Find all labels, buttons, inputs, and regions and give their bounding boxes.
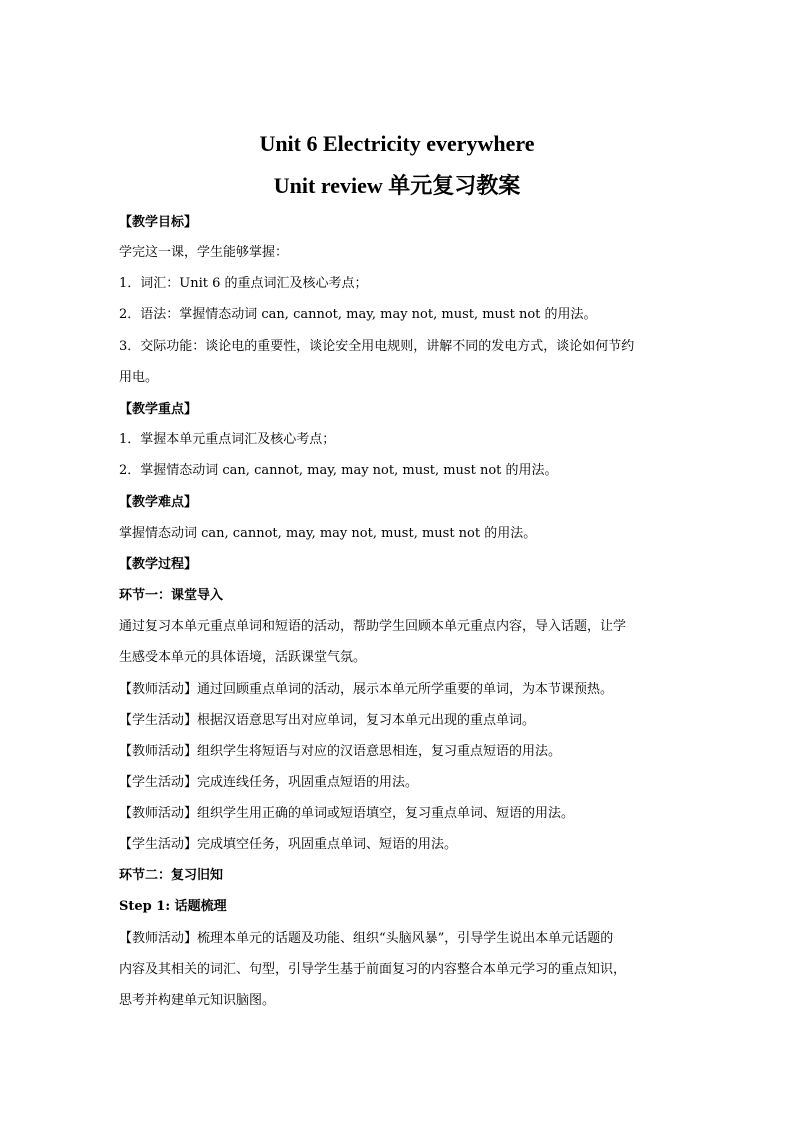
paragraph-line: 通过复习本单元重点单词和短语的活动，帮助学生回顾本单元重点内容，导入话题，让学: [119, 619, 627, 634]
activity-line: 【教师活动】梳理本单元的话题及功能、组织“头脑风暴”，引导学生说出本单元话题的: [119, 931, 614, 946]
section-heading-difficulties: 【教学难点】: [119, 495, 198, 510]
section-heading-key-points: 【教学重点】: [119, 402, 198, 417]
activity-line: 【教师活动】组织学生用正确的单词或短语填空，复习重点单词、短语的用法。: [119, 806, 575, 821]
list-item: 1．掌握本单元重点词汇及核心考点；: [119, 432, 336, 447]
activity-line: 【教师活动】通过回顾重点单词的活动，展示本单元所学重要的单词，为本节课预热。: [119, 682, 614, 697]
paragraph-line: 用电。: [119, 370, 159, 385]
activity-line: 【学生活动】完成填空任务，巩固重点单词、短语的用法。: [119, 837, 458, 852]
subsection-heading: 环节二：复习旧知: [119, 868, 224, 883]
section-heading-objectives: 【教学目标】: [119, 215, 198, 230]
list-item: 2．掌握情态动词 can, cannot, may, may not, must, must not 的用法。: [119, 463, 558, 478]
activity-line: 【学生活动】根据汉语意思写出对应单词，复习本单元出现的重点单词。: [119, 713, 536, 728]
list-item: 1．词汇：Unit 6 的重点词汇及核心考点；: [119, 276, 368, 291]
subsection-heading: 环节一：课堂导入: [119, 588, 224, 603]
step-heading: Step 1: 话题梳理: [119, 899, 227, 914]
activity-line: 【学生活动】完成连线任务，巩固重点短语的用法。: [119, 775, 419, 790]
paragraph-line: 生感受本单元的具体语境，活跃课堂气氛。: [119, 650, 367, 665]
list-item: 2．语法：掌握情态动词 can, cannot, may, may not, must, must not 的用法。: [119, 307, 597, 322]
document-title: Unit 6 Electricity everywhere: [259, 131, 535, 156]
list-item: 3．交际功能：谈论电的重要性，谈论安全用电规则，讲解不同的发电方式，谈论如何节约: [119, 339, 635, 354]
paragraph-line: 内容及其相关的词汇、句型，引导学生基于前面复习的内容整合本单元学习的重点知识，: [119, 962, 627, 977]
paragraph-line: 学完这一课，学生能够掌握：: [119, 245, 289, 260]
document-subtitle: Unit review 单元复习教案: [273, 173, 521, 198]
paragraph-line: 掌握情态动词 can, cannot, may, may not, must, must not 的用法。: [119, 526, 537, 541]
paragraph-line: 思考并构建单元知识脑图。: [119, 993, 276, 1008]
activity-line: 【教师活动】组织学生将短语与对应的汉语意思相连，复习重点短语的用法。: [119, 744, 562, 759]
section-heading-process: 【教学过程】: [119, 557, 198, 572]
